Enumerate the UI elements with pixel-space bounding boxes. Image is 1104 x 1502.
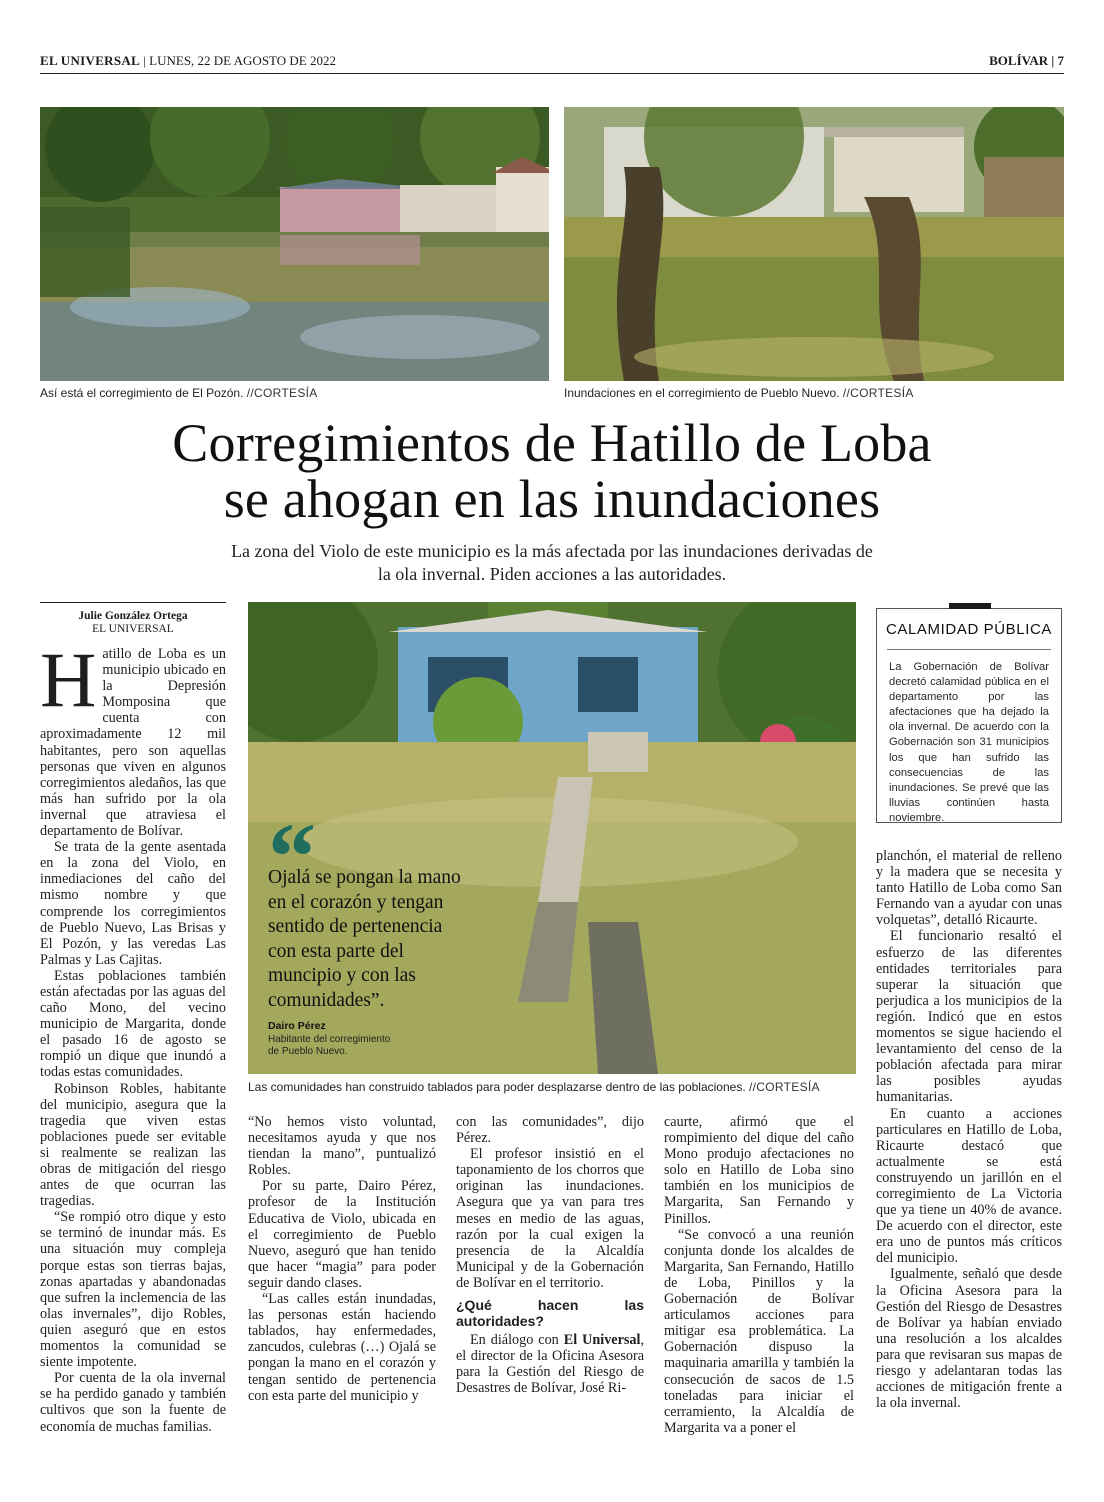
article-column-5: planchón, el material de relleno y la madera que se necesita y tanto Hatillo de Loba como San Fernando van a ayudar con unas volquetas”, detalló Ricaurte. El funcionario resaltó el esfuerzo de las diferentes entidades territoriales para superar la situación que perjudica a los municipios de la región. Indicó que en estos momentos se sigue haciendo el levantamiento del censo de la población afectada para mirar las posibles ayudas humanitarias. En cuanto a acciones particulares en Hatillo de Loba, Ricaurte destacó que actualmente se está construyendo un jarillón en el corregimiento de La Victoria que ya tiene un 40% de avance. De acuerdo con el director, este era uno de puntos más críticos del municipio. Igualmente, señaló que desde la Oficina Asesora para la Gestión del Riesgo de Desastres de Bolívar ya habían enviado una resolución a los alcaldes para que revisaran sus mapas de riesgo y adelantaran todas las acciones de mitigación frente a la ola invernal. bbox=[876, 848, 1062, 1412]
photo-pueblo-nuevo bbox=[564, 107, 1064, 381]
flooded-houses-illustration bbox=[40, 107, 549, 381]
author-name: Julie González Ortega bbox=[78, 610, 188, 622]
pull-quote-role: Habitante del corregimiento de Pueblo Nuevo. bbox=[268, 1034, 391, 1057]
subhead-autoridades: ¿Qué hacen las autoridades? bbox=[456, 1297, 644, 1330]
masthead: EL UNIVERSAL bbox=[40, 53, 141, 68]
photo-caption-el-pozon: Así está el corregimiento de El Pozón. //CORTESÍA bbox=[40, 386, 318, 400]
quote-mark-icon: “ bbox=[268, 803, 316, 910]
header-rule bbox=[40, 73, 1064, 74]
pull-quote-text: Ojalá se pongan la mano en el corazón y tengan sentido de pertenencia con esta parte del muncipio y con las comunidades”. bbox=[268, 867, 461, 1011]
photo-el-pozon bbox=[40, 107, 549, 381]
byline-rule bbox=[40, 602, 226, 603]
byline bbox=[40, 610, 226, 636]
drop-cap: H bbox=[40, 636, 97, 723]
page-number: 7 bbox=[1057, 53, 1064, 68]
sidebar-tab bbox=[949, 603, 991, 609]
pull-quote-name: Dairo Pérez bbox=[268, 1020, 326, 1032]
author-outlet: EL UNIVERSAL bbox=[92, 623, 174, 635]
sidebar-title: CALAMIDAD PÚBLICA bbox=[885, 621, 1053, 638]
running-header: EL UNIVERSAL | LUNES, 22 DE AGOSTO DE 2022 BOLÍVAR | 7 bbox=[40, 53, 1064, 68]
article-column-2: “No hemos visto voluntad, necesitamos ayuda y que nos tiendan la mano”, puntualizó Robles. Por su parte, Dairo Pérez, profesor de la Institución Educativa de Violo, ubicada en el corregimiento de Pueblo Nuevo, aseguró que han tenido que hacer “magia” para poder seguir dando clases. “Las calles están inundadas, las personas están haciendo tablados, hay enfermedades, zancudos, culebras (…) Ojalá se pongan la mano en el corazón y tengan sentido de pertenencia con esta parte del municipio y bbox=[248, 1114, 436, 1404]
sidebar-text: La Gobernación de Bolívar decretó calamidad pública en el departamento por las afectaciones que ha dejado la ola invernal. De acuerdo con la Gobernación son 31 municipios los que han sufrido las consecuencias de las inundaciones. Se prevé que las lluvias continúen hasta noviembre. bbox=[889, 661, 1049, 824]
section-name: BOLÍVAR bbox=[989, 53, 1049, 68]
issue-date: LUNES, 22 DE AGOSTO DE 2022 bbox=[149, 53, 336, 68]
headline: Corregimientos de Hatillo de Loba se ahogan en las inundaciones bbox=[172, 413, 932, 529]
article-column-1: Hatillo de Loba es un municipio ubicado en la Depresión Momposina que cuenta con aproximadamente 12 mil habitantes, pero son aquellas personas que viven en algunos corregimientos aledaños, las que más han sufrido por la ola invernal que atraviesa el departamento de Bolívar. Se trata de la gente asentada en la zona del Violo, en inmediaciones del caño del mismo nombre y que comprende los corregimientos de Pueblo Nuevo, Las Brisas y El Pozón, y las veredas Las Palmas y Las Cajitas. Estas poblaciones también están afectadas por las aguas del caño Mono, del vecino municipio de Margarita, donde el pasado 16 de agosto se rompió un dique que inundó a todas estas comunidades. Robinson Robles, habitante del municipio, asegura que la tragedia que viven estas poblaciones puede ser evitable si realmente se realizan las obras de mitigación del riesgo antes de que ocurran las tragedias. “Se rompió otro dique y esto se terminó de inundar más. Es una situación muy compleja porque estas son tierras bajas, zonas apartadas y abandonadas que sufren la inclemencia de las olas invernales”, dijo Robles, quien aseguró que en estos momentos la comunidad se siente impotente. Por cuenta de la ola invernal se ha perdido ganado y también cultivos que son la fuente de economía de muchas familias. bbox=[40, 636, 226, 1435]
deck: La zona del Violo de este municipio es la más afectada por las inundaciones derivadas de la ola invernal. Piden acciones a las autoridades. bbox=[231, 541, 873, 584]
flooded-trees-illustration bbox=[564, 107, 1064, 381]
article-column-3: con las comunidades”, dijo Pérez. El profesor insistió en el taponamiento de los chorros que originan las inundaciones. Asegura que ya van para tres meses en medio de las aguas, razón por la cual exigen la presencia de la Alcaldía Municipal y de la Gobernación de Bolívar en el territorio. ¿Qué hacen las autoridades? En diálogo con El Universal, el director de la Oficina Asesora para la Gestión del Riesgo de Desastres de Bolívar, José Ri- bbox=[456, 1114, 644, 1397]
sidebar-calamidad-publica bbox=[876, 608, 1062, 823]
photo-caption-main: Las comunidades han construido tablados para poder desplazarse dentro de las poblaciones. //CORTESÍA bbox=[248, 1080, 820, 1094]
article-column-4: caurte, afirmó que el rompimiento del dique del caño Mono produjo afectaciones no solo en Hatillo de Loba sino también en los municipios de Margarita, San Fernando y Pinillos. “Se convocó a una reunión conjunta donde los alcaldes de Margarita, San Fernando, Hatillo de Loba, Pinillos y la Gobernación de Bolívar articulamos acciones para mitigar esa problemática. La Gobernación dispuso la maquinaria amarilla y también la consecución de sacos de 1.5 toneladas para iniciar el cerramiento, la Alcaldía de Margarita va a poner el bbox=[664, 1114, 854, 1436]
photo-caption-pueblo-nuevo: Inundaciones en el corregimiento de Pueblo Nuevo. //CORTESÍA bbox=[564, 386, 914, 400]
